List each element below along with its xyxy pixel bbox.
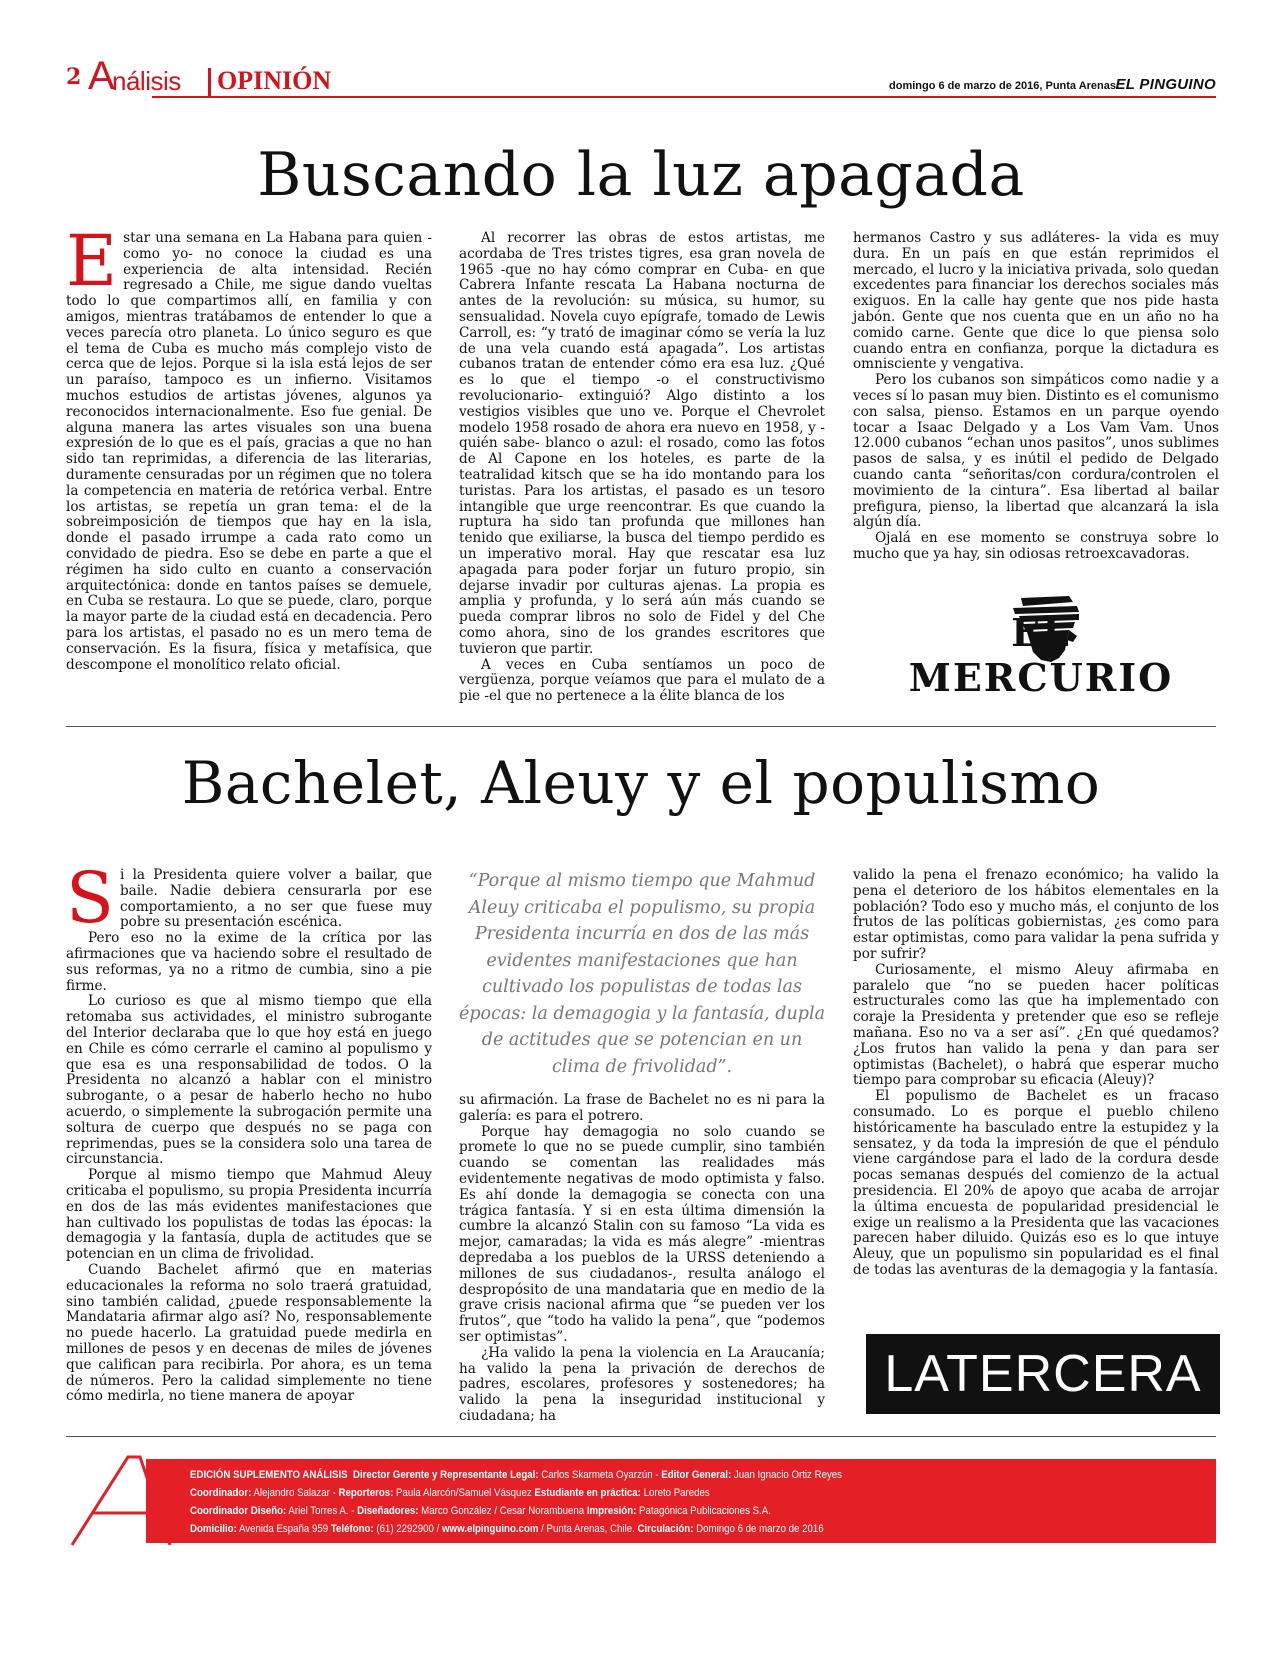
- article2-column-2: [459, 1093, 825, 1425]
- credits-line-2: Coordinador: Alejandro Salazar - Reporteros: Paula Alarcón/Samuel Vásquez Estudiante en práctica: Loreto Paredes: [190, 1487, 710, 1499]
- reporters: Paula Alarcón/Samuel Vásquez: [396, 1487, 532, 1499]
- dateline: domingo 6 de marzo de 2016, Punta Arenas: [889, 80, 1116, 92]
- director: Carlos Skarmeta Oyarzún: [541, 1469, 653, 1481]
- section-separator: [208, 68, 211, 96]
- intern-label: Estudiante en práctica:: [534, 1487, 641, 1499]
- design-coordinator-label: Coordinador Diseño:: [190, 1505, 287, 1517]
- credits-line-4: Domicilio: Avenida España 959 Teléfono: (61) 2292900 / www.elpinguino.com / Punta Arenas, Chile. Circulación: Domingo 6 de marzo de 2016: [190, 1523, 824, 1535]
- phone: (61) 2292900: [376, 1523, 434, 1535]
- edition-label: EDICIÓN SUPLEMENTO ANÁLISIS: [190, 1469, 348, 1481]
- newspaper-name: EL PINGUINO: [1115, 76, 1216, 93]
- credits-line-1: EDICIÓN SUPLEMENTO ANÁLISIS Director Gerente y Representante Legal: Carlos Skarmeta Oyarzún - Editor General: Juan Ignacio Ortiz Reyes: [190, 1469, 843, 1481]
- article1-column-1: [66, 220, 432, 673]
- section-initial: A: [88, 54, 115, 98]
- printer: Patagónica Publicaciones S.A.: [639, 1505, 771, 1517]
- credits-lines: [190, 1466, 842, 1538]
- circulation-label: Circulación:: [637, 1523, 694, 1535]
- paragraph: Lo curioso es que al mismo tiempo que ella retomaba sus actividades, el ministro subrogante del Interior declaraba que lo que hoy está en juego en Chile es cómo cerrarle el camino al populismo y que esa es una responsabilidad de todos. O la Presidenta no alcanzó a hablar con el ministro subrogante, o a pesar de haberlo hecho no hubo acuerdo, o simplemente la subrogación permite una soltura de cuerpo que después no se paga con reprimendas, pues se la considera solo una tarea de circunstancia.: [66, 993, 432, 1168]
- editor-label: Editor General:: [661, 1469, 732, 1481]
- article2-dropcap: S: [66, 857, 114, 939]
- paragraph: Pero los cubanos son simpáticos como nadie y a veces sí lo pasan muy bien. Distinto es el comunismo con salsa, pienso. Estamos en un parque oyendo tocar a Isaac Delgado y a Los Vam Vam. Unos 12.000 cubanos “echan unos pasitos”, unos sublimes pasos de salsa, y es inútil el pedido de Delgado cuando canta “señoritas/con cordura/controlen el movimiento de la cintura”. Esa libertad al bailar prefigura, pienso, la libertad que alcanzará la isla algún día.: [853, 372, 1219, 531]
- website-link[interactable]: www.elpinguino.com: [442, 1523, 539, 1535]
- paragraph: hermanos Castro y sus adláteres- la vida es muy dura. En un país en que están reprimidos el mercado, el lucro y la iniciativa privada, solo quedan excedentes para financiar los derechos sociales más exiguos. En la calle hay gente que nos pide hasta jabón. Gente que nos cuenta que en un año no ha comido carne. Gente que dice lo que piensa solo cuando entra en confianza, porque la dictadura es omnisciente y vengativa.: [853, 230, 1219, 373]
- paragraph: su afirmación. La frase de Bachelet no es ni para la galería: es para el potrero.: [459, 1092, 825, 1124]
- article2-headline: Bachelet, Aleuy y el populismo: [181, 749, 1101, 817]
- paragraph: Ojalá en ese momento se construya sobre lo mucho que ya hay, sin odiosas retroexcavadoras.: [853, 530, 1219, 562]
- paragraph: ¿Ha valido la pena la violencia en La Araucanía; ha valido la pena la privación de derechos de padres, escolares, profesores y sostenedores; ha valido la pena la inseguridad institucional y ciudadana; ha: [459, 1344, 825, 1424]
- coordinator: Alejandro Salazar: [253, 1487, 330, 1499]
- address: Avenida España 959: [238, 1523, 329, 1535]
- paragraph: Porque al mismo tiempo que Mahmud Aleuy criticaba el populismo, su propia Presidenta incurría en dos de las más evidentes manifestaciones que han cultivado los populistas de todas las épocas: la demagogia y la fantasía, dupla de actitudes que se potencian en un clima de frivolidad.: [66, 1167, 432, 1263]
- editor: Juan Ignacio Ortiz Reyes: [733, 1469, 843, 1481]
- design-coordinator: Ariel Torres A.: [288, 1505, 349, 1517]
- print-label: Impresión:: [586, 1505, 637, 1517]
- paragraph: i la Presidenta quiere volver a bailar, que baile. Nadie debiera censurarla por ese comportamiento, a no ser que fuese muy pobre su presentación escénica.: [119, 867, 432, 931]
- la-tercera-wordmark: LATERCERA: [884, 1345, 1202, 1403]
- article1-column-3: [853, 231, 1219, 563]
- paragraph: valido la pena el frenazo económico; ha valido la pena el deterioro de los hábitos elementales en la población? Todo eso y mucho más, el conjunto de los frutos de las políticas gobiernistas, ¿es como para estar optimistas, como para validar la pena sufrida y por sufrir?: [853, 867, 1219, 962]
- phone-label: Teléfono:: [330, 1523, 374, 1535]
- article2-column-3: [853, 868, 1219, 1279]
- paragraph: Cuando Bachelet afirmó que en materias educacionales la reforma no solo traerá gratuidad, sino también calidad, ¿puede responsablemente la Mandataria afirmar algo así? No, responsablemente no puede hacerlo. La gratuidad puede medirla en millones de pesos y en decenas de miles de jóvenes que califican para recibirla. Por ahora, es un tema de números. Pero la calidad simplemente no tiene cómo medirla, no tiene manera de apoyar: [66, 1261, 432, 1405]
- pull-quote: “Porque al mismo tiempo que Mahmud Aleuy criticaba el populismo, su propia Presidenta incurría en dos de las más evidentes manifestaciones que han cultivado los populistas de todas las épocas: la demagogia y la fantasía, dupla de actitudes que se potencian en un clima de frivolidad”.: [459, 871, 826, 1077]
- section-title: nálisis: [112, 66, 181, 96]
- designers-label: Diseñadores:: [357, 1505, 419, 1517]
- circulation: Domingo 6 de marzo de 2016: [696, 1523, 824, 1535]
- article1-column-2: [459, 231, 825, 705]
- reporters-label: Reporteros:: [338, 1487, 394, 1499]
- footer-divider: [66, 1436, 1216, 1437]
- credits-footer: [66, 1459, 1216, 1543]
- page-header: [66, 54, 1216, 98]
- credits-line-3: Coordinador Diseño: Ariel Torres A. - Diseñadores: Marco González / Cesar Norambuena Impresión: Patagónica Publicaciones S.A.: [190, 1505, 771, 1517]
- article1-headline: Buscando la luz apagada: [257, 140, 1025, 210]
- article2-column-1: [66, 857, 432, 1405]
- city: Punta Arenas, Chile.: [546, 1523, 635, 1535]
- paragraph: Curiosamente, el mismo Aleuy afirmaba en paralelo que “no se pueden hacer políticas estructurales como las que ha implementado con coraje la Presidenta y pretender que eso se refleje mañana. Eso no va a ser así”. ¿En qué quedamos? ¿Los frutos han valido la pena y dan para ser optimistas (Bachelet), o habrá que esperar mucho tiempo para comprobar su eficacia (Aleuy)?: [853, 961, 1219, 1089]
- page-number: 2: [66, 64, 82, 90]
- paragraph: star una semana en La Habana para quien -como yo- no conoce la ciudad es una experiencia de alta intensidad. Recién regresado a Chile, me sigue dando vueltas todo lo que compartimos allí, en familia y con amigos, mientras tratábamos de entender lo que a veces parecía otro planeta. Lo único seguro es que el tema de Cuba es mucho más complejo visto de cerca que de lejos. Porque si la isla está lejos de ser un paraíso, tampoco es un infierno. Visitamos muchos estudios de artistas jóvenes, algunos ya reconocidos internacionalmente. Eso fue genial. De alguna manera las artes visuales son una buena expresión de lo que es el país, gracias a que no han sido tan reprimidas, a diferencia de las literarias, duramente censuradas por un régimen que no tolera la competencia en materia de retórica verbal. Entre los artistas, se repetía un gran tema: el de la sobreimposición de tiempos que hay en la isla, donde el pasado irrumpe a cada rato como un convidado de piedra. Eso se debe en parte a que el régimen ha sido culto en cuanto a conservación arquitectónica: donde en tantos países se demuele, en Cuba se restaura. Lo que se puede, claro, porque la mayor parte de la ciudad está en decadencia. Pero para los artistas, el pasado no es un mero tema de conservación. Es la fisura, física y metafísica, que descompone el monolítico relato oficial.: [66, 230, 432, 673]
- paragraph: Pero eso no la exime de la crítica por las afirmaciones que va haciendo sobre el resultado de sus reformas, ya no a ritmo de cumbia, sino a pie firme.: [66, 930, 432, 994]
- section-divider: [66, 726, 1216, 727]
- el-mercurio-logo: [873, 592, 1209, 710]
- analisis-a-icon: [66, 1453, 176, 1549]
- el-mercurio-wordmark: EL MERCURIO: [908, 610, 1174, 700]
- paragraph: El populismo de Bachelet es un fracaso consumado. Lo es porque el pueblo chileno históricamente ha basculado entre la estupidez y la sensatez, y da toda la impresión de que el péndulo viene cargándose para el lado de la cordura desde pocas semanas después del comienzo de la actual presidencia. El 20% de apoyo que acaba de arrojar la última encuesta de popularidad presidencial le exige un realismo a la Presidenta que las vacaciones parecen haber diluido. Quizás eso es lo que intuye Aleuy, que un populismo sin popularidad es el final de todas las aventuras de la demagogia y la fantasía.: [853, 1088, 1219, 1278]
- designers: Marco González / Cesar Norambuena: [421, 1505, 585, 1517]
- intern: Loreto Paredes: [643, 1487, 710, 1499]
- paragraph: Al recorrer las obras de estos artistas, me acordaba de Tres tristes tigres, esa gran novela de 1965 -que no hay cómo comprar en Cuba- en que Cabrera Infante rescata La Habana nocturna de antes de la revolución: su música, su humor, su sensualidad. Novela cuyo epígrafe, tomado de Lewis Carroll, es: “y trató de imaginar cómo se vería la luz de una vela cuando está apagada”. Los artistas cubanos tratan de entender cómo era esa luz. ¿Qué es lo que el tiempo -o el constructivismo revolucionario- extinguió? Algo distinto a los vestigios visibles que uno ve. Porque el Chevrolet modelo 1958 rosado de ahora era nuevo en 1958, y -quién sabe- blanco o azul: el rosado, como las fotos de Al Capone en los hoteles, es parte de la teatralidad kitsch que se ha ido montando para los turistas. Para los artistas, el pasado es un tesoro intangible que urge reencontrar. Es que cuando la ruptura ha sido tan profunda que millones han tenido que exiliarse, la busca del tiempo perdido es un imperativo moral. Hay que rescatar esa luz apagada para poder forjar un futuro propio, sin dejarse invadir por culturas ajenas. La propia es amplia y profunda, y lo será aún más cuando se pueda comprar libros no solo de Fidel y del Che como ahora, sino de los grandes escritores que tuvieron que partir.: [459, 230, 825, 657]
- paragraph: Porque hay demagogia no solo cuando se promete lo que no se puede cumplir, sino también cuando se comentan las realidades más evidentemente negativas de modo optimista y falso. Es ahí donde la demagogia se conecta con una trágica fantasía. Y si en esta última dimensión la cumbre la alcanzó Stalin con su famoso “La vida es mejor, camaradas; la vida es más alegre” -mientras depredaba a los pueblos de la URSS deteniendo a millones de sus ciudadanos-, resulta análogo el despropósito de una mandataria que en medio de la grave crisis nacional afirma que “se pueden ver los frutos”, que “todo ha valido la pena”, que “podemos ser optimistas”.: [459, 1123, 825, 1345]
- paragraph: A veces en Cuba sentíamos un poco de vergüenza, porque veíamos que para el mulato de a pie -el que no pertenece a la élite blanca de los: [459, 656, 825, 705]
- address-label: Domicilio:: [190, 1523, 237, 1535]
- director-label: Director Gerente y Representante Legal:: [352, 1469, 539, 1481]
- la-tercera-logo: [866, 1334, 1220, 1414]
- article1-dropcap: E: [66, 220, 118, 302]
- header-rule: [152, 96, 1216, 98]
- coordinator-label: Coordinador:: [190, 1487, 252, 1499]
- section-name: OPINIÓN: [217, 66, 332, 95]
